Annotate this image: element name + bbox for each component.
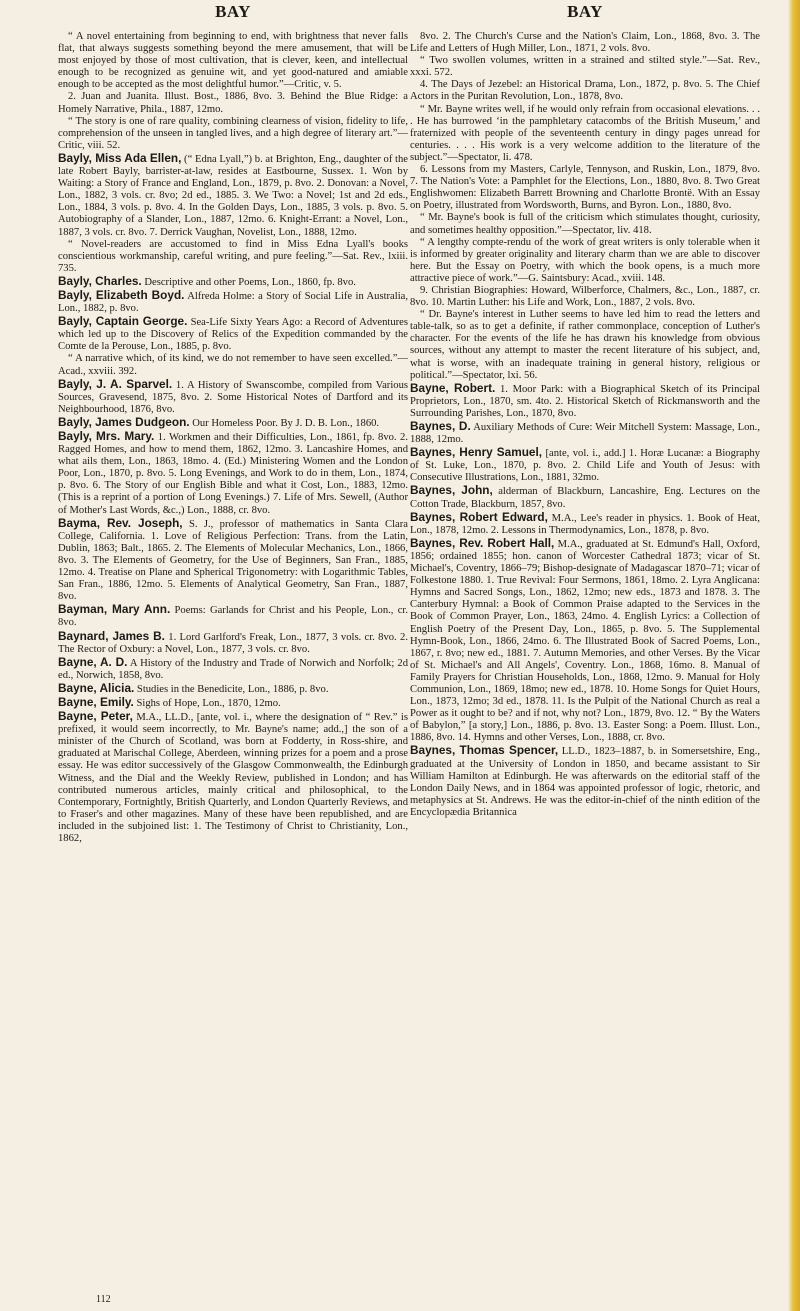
dictionary-entry [58,315,408,353]
entry-text: 6. Lessons from my Masters, Carlyle, Tennyson, and Ruskin, Lon., 1879, 8vo. 7. The Nation's Vote: a Pamphlet for the Elections, Lon., 1880, 8vo. 8. Two Great Englishwomen: Elizabeth Barrett Browning and Charlotte Brontë. With an Essay on Poetry, illustrated from Wordsworth, Burns, and Byron. Lon., 1880, 8vo. [410,164,760,212]
dictionary-entry [410,446,760,484]
running-head-left: BAY [215,2,251,21]
dictionary-entry [58,378,408,416]
dictionary-entry [58,603,408,629]
dictionary-entry [410,420,760,446]
entry-heading: Bayne, A. D. [58,654,128,669]
entry-paragraph [410,79,760,103]
entry-text: (“ Edna Lyall,”) b. at Brighton, Eng., daughter of the late Robert Bayly, barrister-at-law, resides at Eastbourne, Sussex. 1. Won by Waiting: a Story of France and England, Lon., 1879, p. 8vo. 2. Donovan: a Novel, Lon., 1882, 3 vols. cr. 8vo; 2d ed., 1885. 3. We Two: a Novel; 1st and 2d eds., Lon., 1884, 3 vols. p. 8vo. 4. In the Golden Days, Lon., 1885, 3 vols. p. 8vo. 5. Autobiography of a Slander, Lon., 1887, 12mo. 6. Knight-Errant: a Novel, Lon., 1887, 3 vols. cr. 8vo. 7. Derrick Vaughan, Novelist, Lon., 1888, 12mo. [58,153,408,238]
entry-text: Alfreda Holme: a Story of Social Life in Australia, Lon., 1882, p. 8vo. [58,290,408,315]
entry-heading: Bayly, Charles. [58,273,142,288]
entry-paragraph [410,212,760,236]
entry-heading: Bayne, Alicia. [58,680,135,695]
entry-paragraph [410,237,760,285]
entry-heading: Bayly, Miss Ada Ellen, [58,150,182,165]
entry-text: alderman of Blackburn, Lancashire, Eng. Lectures on the Cotton Trade, Blackburn, 1857, 8vo. [410,486,760,510]
entry-text: Descriptive and other Poems, Lon., 1860, fp. 8vo. [141,276,356,288]
entry-heading: Bayne, Robert. [410,380,496,395]
entry-paragraph [410,31,760,55]
dictionary-entry [58,289,408,315]
dictionary-entry [58,710,408,845]
entry-paragraph [410,309,760,382]
entry-text: S. J., professor of mathematics in Santa Clara College, California. 1. Love of Religious Perfection: Trans. from the Latin, Dublin, 1863; Balt., 1865. 2. The Elements of Molecular Mechanics, Lon., 1866, 8vo. 3. The Elements of Geometry, for the Use of Beginners, San Fran., 1885, 12mo. 4. Treatise on Plane and Spherical Trigonometry: with Logarithmic Tables, San Fran., 1886, 12mo. 5. Elements of Analytical Geometry, San Fran., 1887, 8vo. [58,518,408,603]
dictionary-entry [410,382,760,420]
entry-paragraph [58,31,408,91]
dictionary-entry [410,511,760,537]
entry-heading: Bayne, Peter, [58,709,133,724]
entry-text: M.A., LL.D., [ante, vol. i., where the designation of “ Rev.” is prefixed, it would seem incorrectly, to Mr. Bayne's name; add.,] the son of a minister of the Church of Scotland, was born at Fodderty, in Ross-shire, and graduated at Marischal College, Aberdeen, winning prizes for a poem and a prose essay. He was editor successively of the Glasgow Commonwealth, the Edinburgh Witness, and the Dial and the Weekly Review, published in London; and has contributed numerous articles, mainly critical and philosophical, to the Contemporary, Fortnightly, British Quarterly, and London Quarterly Reviews, and to Fraser's and other magazines. Many of these have been republished, and are included in the subjoined list: 1. The Testimony of Christ to Christianity, Lon., 1862, [58,712,408,844]
entry-text: “ A novel entertaining from beginning to end, with brightness that never falls flat, that always suggests something beyond the mere amusement, that will be most enjoyed by those of most cultivation, that is clever, keen, and intellectual enough to be recognized as genuine wit, and yet good-natured and amiable enough to be accepted as the most delightful humor.”—Critic, v. 5. [58,31,408,91]
dictionary-entry [410,744,760,819]
entry-text: [ante, vol. i., add.] 1. Horæ Lucanæ: a Biography of St. Luke, Lon., 1870, p. 8vo. 2. Child Life and Youth of Jesus: with Consecutive Illustrations, Lon., 1881, 32mo. [410,448,760,484]
entry-text: 1. A History of Swanscombe, compiled from Various Sources, Gravesend, 1875, 8vo. 2. Some Historical Notes of Dartford and its Neighbourhood, 1876, 8vo. [58,379,408,415]
entry-paragraph [410,104,760,164]
entry-text: Sighs of Hope, Lon., 1870, 12mo. [133,697,281,709]
entry-text: Sea-Life Sixty Years Ago: a Record of Adventures which led up to the Discovery of Relics of the Expedition commanded by the Comte de la Perouse, Lon., 1885, p. 8vo. [58,317,408,353]
entry-heading: Baynes, John, [410,483,493,498]
page-number: 112 [96,1294,111,1305]
entry-heading: Bayly, Elizabeth Boyd. [58,287,185,302]
dictionary-entry [58,430,408,517]
page-edge-tab [788,0,800,1311]
entry-heading: Baynes, D. [410,419,471,433]
entry-heading: Bayma, Rev. Joseph, [58,515,183,530]
dictionary-entry [58,416,408,430]
entry-paragraph [410,55,760,79]
dictionary-entry [58,630,408,656]
entry-heading: Bayly, J. A. Sparvel. [58,376,173,391]
entry-paragraph [58,239,408,275]
dictionary-entry [58,696,408,710]
entry-text: 1. Lord Garlford's Freak, Lon., 1877, 3 vols. cr. 8vo. 2. The Rector of Oxbury: a Novel, Lon., 1877, 3 vols. cr. 8vo. [58,631,408,655]
entry-text: “ Two swollen volumes, written in a strained and stilted style.”—Sat. Rev., xxxi. 572. [410,55,760,79]
entry-text: “ Mr. Bayne's book is full of the criticism which stimulates thought, curiosity, and sometimes healthy opposition.”—Spectator, liv. 418. [410,212,760,236]
entry-text: “ A lengthy compte-rendu of the work of great writers is only tolerable when it is informed by greater originality and literary charm than we are able to discover here. But the Essay on Poetry, with which the book opens, is a much more attractive piece of work.”—G. Saintsbury: Acad., xviii. 148. [410,236,760,284]
entry-text: “ Dr. Bayne's interest in Luther seems to have led him to read the letters and table-talk, so as to get a definite, if rather commonplace, conception of Luther's character. For the events of the life he has drawn his knowledge from obvious sources, without any attempt to master the recent literature of his subject, and, what is worse, with an inadequate training in general history, religious or political.”—Spectator, lxi. 56. [410,309,760,381]
dictionary-entry [58,517,408,604]
entry-paragraph [410,164,760,212]
entry-heading: Baynard, James B. [58,628,165,643]
entry-text: “ The story is one of rare quality, combining clearness of vision, fidelity to life, comprehension of the unseen in tangled lives, and a high degree of literary art.”—Critic, viii. 52. [58,115,408,151]
entry-text: 9. Christian Biographies: Howard, Wilberforce, Chalmers, &c., Lon., 1887, cr. 8vo. 10. Martin Luther: his Life and Work, Lon., 1887, 2 vols. 8vo. [410,284,760,309]
dictionary-entry [58,682,408,696]
entry-text: “ Novel-readers are accustomed to find in Miss Edna Lyall's books conscientious workmanship, careful writing, and pure feeling.”—Sat. Rev., lxiii. 735. [58,238,408,274]
entry-heading: Baynes, Thomas Spencer, [410,743,559,758]
entry-text: 1. Moor Park: with a Biographical Sketch of its Principal Proprietors, Lon., 1870, sm. 4to. 2. Historical Sketch of Rickmansworth and the Surrounding Parishes, Lon., 1870, 8vo. [410,383,760,419]
entry-heading: Bayly, Mrs. Mary. [58,429,155,443]
right-column [410,31,760,1293]
dictionary-entry [58,152,408,239]
entry-heading: Baynes, Rev. Robert Hall, [410,535,555,550]
entry-text: Poems: Garlands for Christ and his People, Lon., cr. 8vo. [58,605,408,629]
entry-heading: Baynes, Robert Edward, [410,509,548,524]
entry-paragraph [58,353,408,377]
entry-text: 2. Juan and Juanita. Illust. Bost., 1886, 8vo. 3. Behind the Blue Ridge: a Homely Narrative, Phila., 1887, 12mo. [58,91,408,115]
entry-heading: Baynes, Henry Samuel, [410,445,543,460]
entry-text: Our Homeless Poor. By J. D. B. Lon., 1860. [189,417,380,429]
entry-text: A History of the Industry and Trade of Norwich and Norfolk; 2d ed., Norwich, 1858, 8vo. [58,657,408,681]
entry-text: “ Mr. Bayne writes well, if he would only refrain from occasional elevations. . . . He has burrowed ‘in the pamphletary catacombs of the British Museum,’ and fraternized with people of the seventeenth century in dingy pages unread for centuries. . . . His work is a very welcome addition to the literature of the subject.”—Spectator, li. 478. [410,103,760,163]
running-head-right: BAY [567,2,603,21]
entry-text: LL.D., 1823–1887, b. in Somersetshire, Eng., graduated at the University of London in 1850, and became assistant to Sir William Hamilton at Edinburgh. He was afterwards on the editorial staff of the London Daily News, and in 1864 was appointed professor of logic, rhetoric, and metaphysics at St. Andrews. He was the editor-in-chief of the ninth edition of the Encyclopædia Britannica [410,746,760,818]
entry-paragraph [58,91,408,115]
dictionary-entry [410,537,760,745]
entry-paragraph [58,116,408,152]
entry-text: Studies in the Benedicite, Lon., 1886, p. 8vo. [134,683,329,695]
dictionary-entry [58,656,408,682]
entry-heading: Bayly, James Dudgeon. [58,414,190,429]
entry-text: M.A., Lee's reader in physics. 1. Book of Heat, Lon., 1878, 12mo. 2. Lessons in Thermodynamics, Lon., 1878, p. 8vo. [410,512,760,536]
entry-heading: Bayly, Captain George. [58,314,188,329]
entry-text: “ A narrative which, of its kind, we do not remember to have seen excelled.”—Acad., xxviii. 392. [58,353,408,377]
entry-text: 8vo. 2. The Church's Curse and the Nation's Claim, Lon., 1868, 8vo. 3. The Life and Letters of Hugh Miller, Lon., 1871, 2 vols. 8vo. [410,31,760,55]
entry-text: M.A., graduated at St. Edmund's Hall, Oxford, 1856; ordained 1855; hon. canon of Worcester Cathedral 1873; vicar of St. Michael's, Coventry, 1866–79; Bishop-designate of Madagascar 1870–71; vicar of Folkestone 1880. 1. True Revival: Four Sermons, 1861, 18mo. 2. Lyra Anglicana: Hymns and Sacred Songs, Lon., 1862, 12mo; new eds., 1873 and 1878. 3. The Canterbury Hymnal: a Book of Common Praise adapted to the Services in the Book of Common Prayer, Lon., 1863, 24mo. 4. English Lyrics: a Collection of English Poetry of the Present Day, Lon., 1865, p. 8vo. 5. The Supplemental Hymn-Book, Lon., 1866, 24mo. 6. The Illustrated Book of Sacred Poems, Lon., 1867, r. 8vo; new ed., 1881. 7. Autumn Memories, and other Verses. By the Vicar of St. Michael's and All Angels', Coventry. Lon., 1868, 16mo. 8. Manual of Family Prayers for Christian Households, Lon., 1868, 12mo. 9. Manual for Holy Communion, Lon., 1869, 18mo; new ed., 1878. 10. Home Songs for Quiet Hours, Lon., 1873, 12mo; 3d ed., 1878. 11. Is the Pulpit of the National Church as real a Power as it ought to be? and if not, why not? Lon., 1879, 8vo. 12. “ By the Waters of Babylon,” [a story,] Lon., 1886, p. 8vo. 13. Easter Song: a Poem. Illust. Lon., 1886, 8vo. 14. Hymns and other Verses, Lon., 1888, cr. 8vo. [410,538,760,744]
entry-heading: Bayman, Mary Ann. [58,602,171,617]
entry-text: 4. The Days of Jezebel: an Historical Drama, Lon., 1872, p. 8vo. 5. The Chief Actors in the Puritan Revolution, Lon., 1878, 8vo. [410,79,760,103]
entry-paragraph [410,285,760,309]
dictionary-entry [410,484,760,510]
entry-text: Auxiliary Methods of Cure: Weir Mitchell System: Massage, Lon., 1888, 12mo. [410,422,760,446]
dictionary-entry [58,275,408,289]
left-column [58,31,408,1293]
entry-text: 1. Workmen and their Difficulties, Lon., 1861, fp. 8vo. 2. Ragged Homes, and how to mend them, 1862, 12mo. 3. Lancashire Homes, and what ails them, Lon., 1863, 18mo. 4. (Ed.) Ministering Women and the London Poor, Lon., 1870, p. 8vo. 5. Long Evenings, and Work to do in them, Lon., 1874, p. 8vo. 6. The Story of our English Bible and what it Cost, Lon., 1883, 12mo. (This is a reprint of a portion of Long Evenings.) 7. Life of Mrs. Sewell, (Author of Mother's Last Words, &c.,) Lon., 1888, cr. 8vo. [58,432,408,516]
entry-heading: Bayne, Emily. [58,694,134,709]
